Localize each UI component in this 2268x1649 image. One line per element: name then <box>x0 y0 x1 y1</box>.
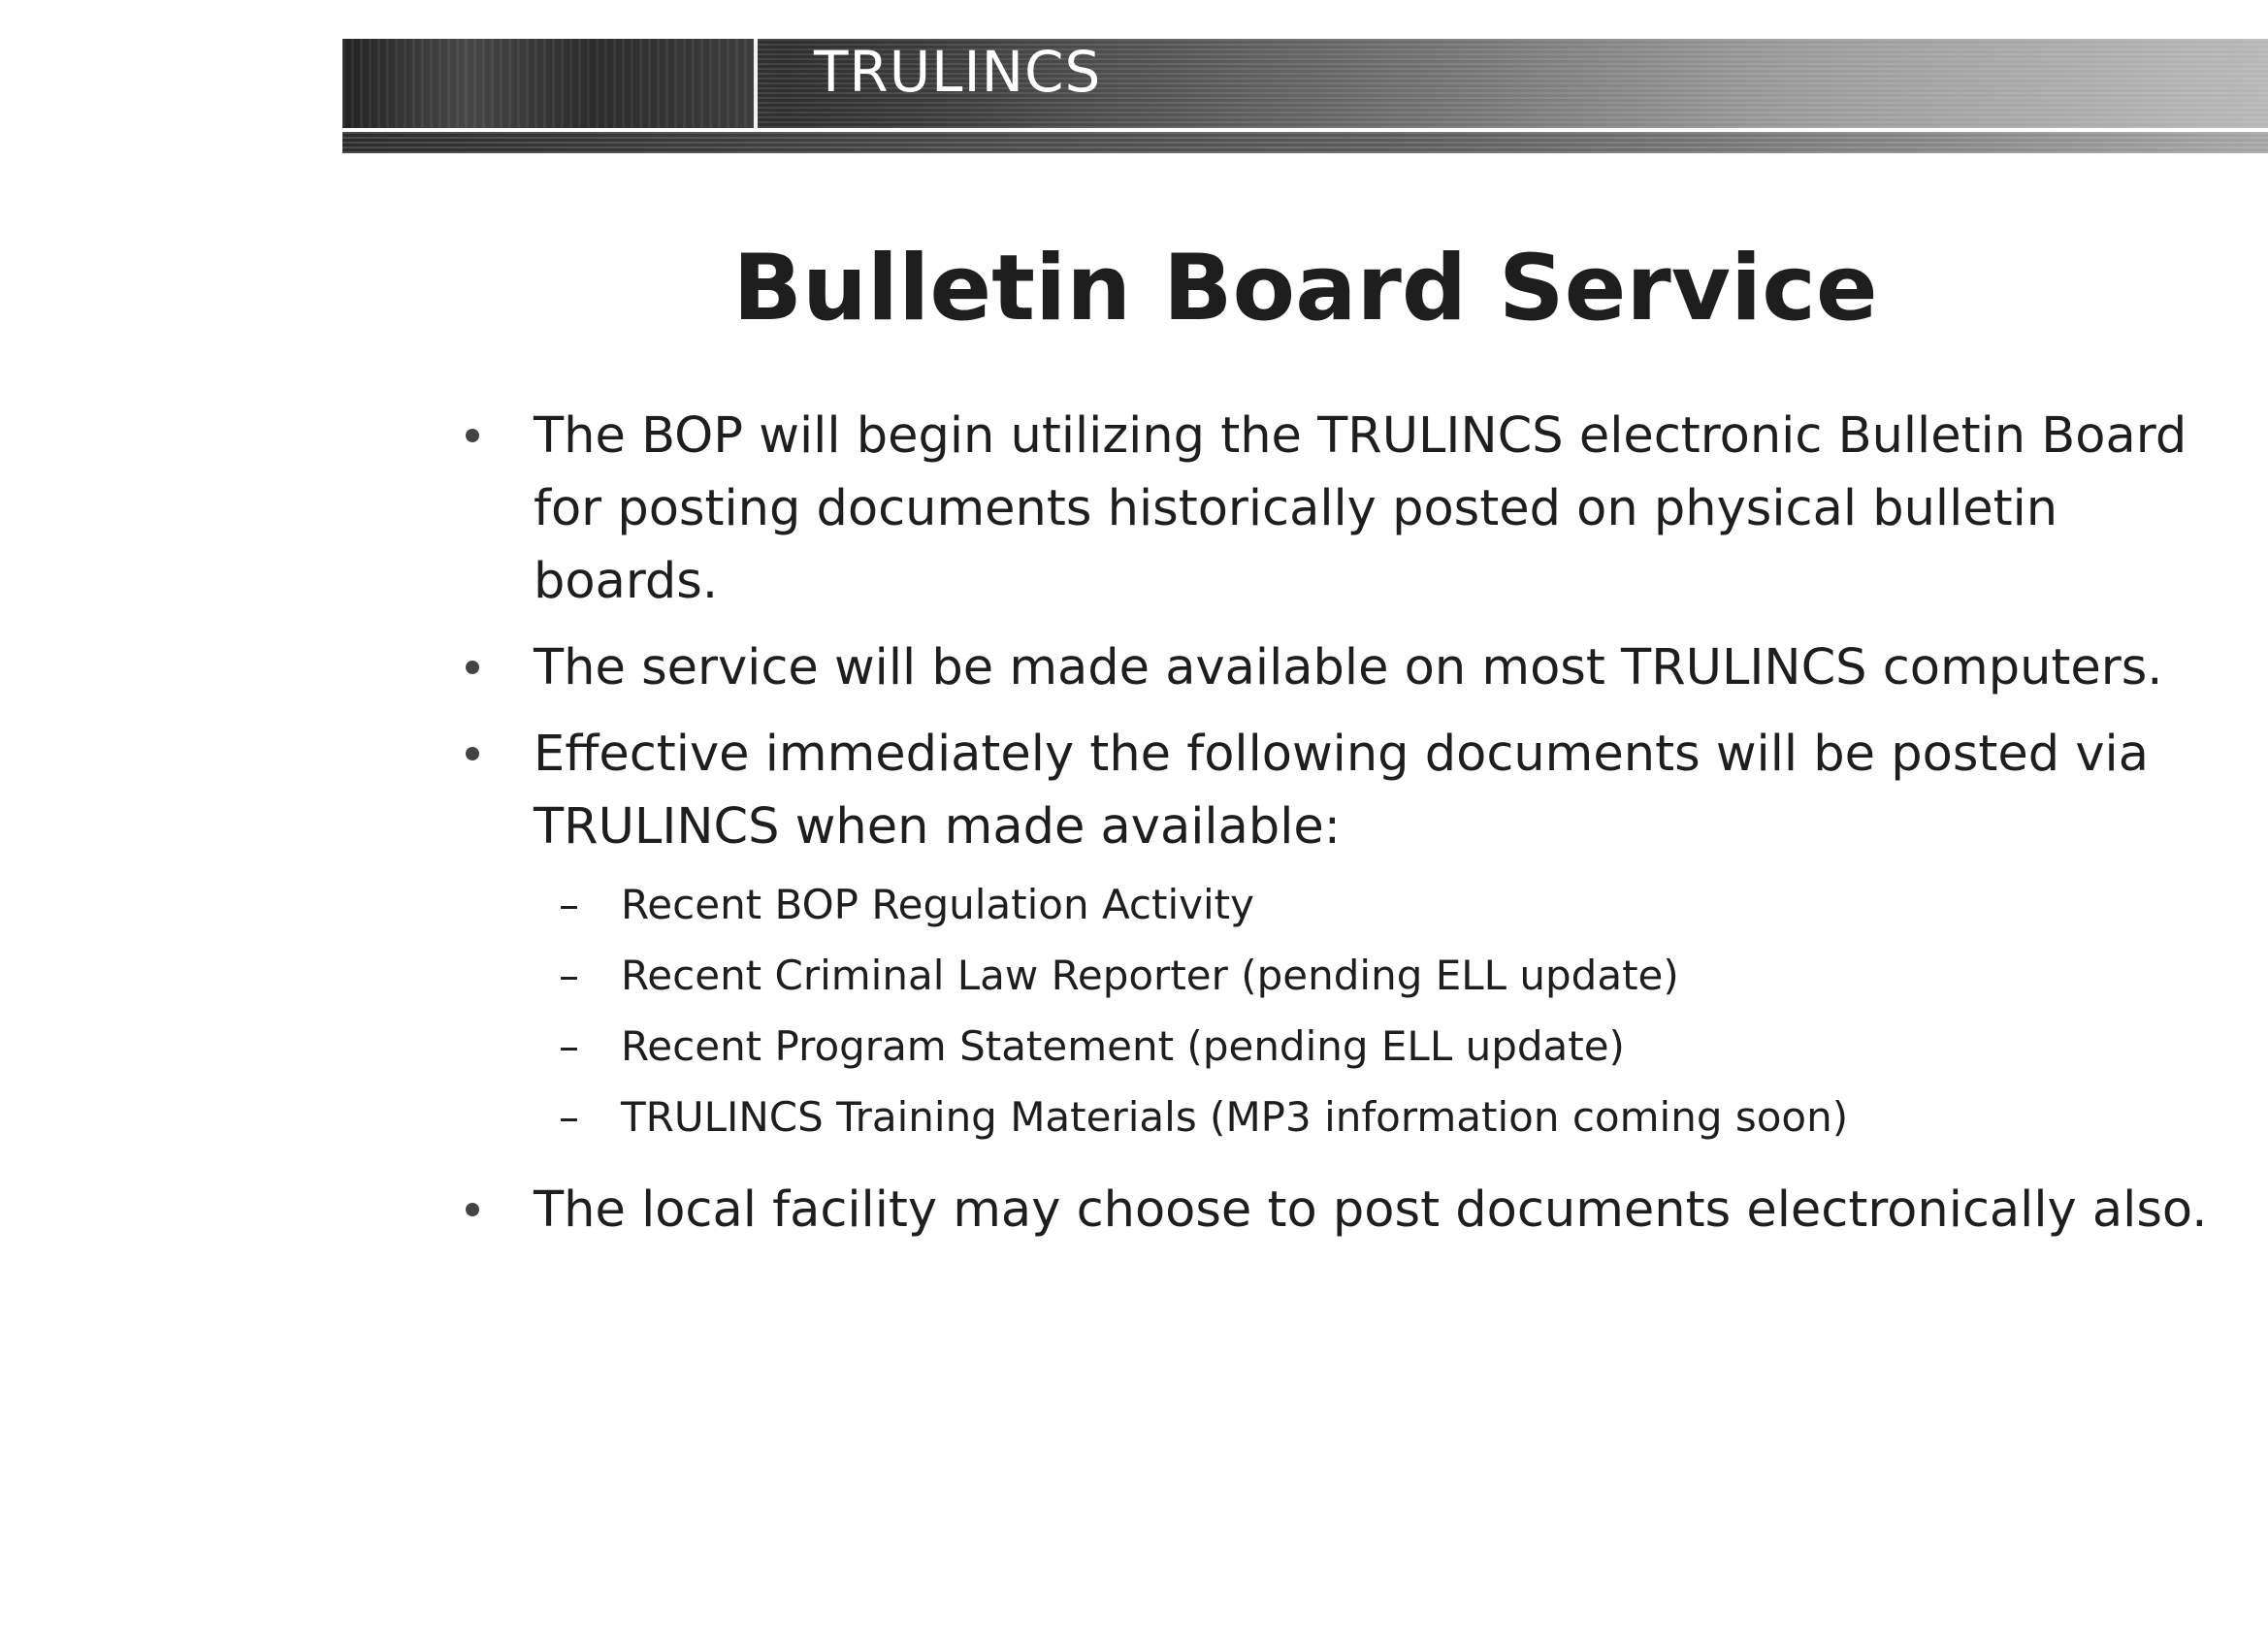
sub-bullet-text: Recent Criminal Law Reporter (pending ELL update) <box>621 952 1679 999</box>
bullet-item-3 <box>456 718 2212 863</box>
dash-icon: – <box>559 1093 579 1141</box>
sub-bullet-item <box>456 1011 2212 1082</box>
bullet-list <box>456 400 2212 1260</box>
sub-bullet-text: TRULINCS Training Materials (MP3 information coming soon) <box>621 1093 1849 1141</box>
bullet-text: The local facility may choose to post documents electronically also. <box>534 1181 2208 1239</box>
bullet-dot-icon <box>466 747 479 760</box>
banner-base-stripe <box>342 132 2268 153</box>
sub-bullet-item <box>456 940 2212 1011</box>
bullet-text: The service will be made available on most TRULINCS computers. <box>534 639 2163 696</box>
sub-bullet-item <box>456 869 2212 940</box>
dash-icon: – <box>559 1022 579 1070</box>
banner-left-block <box>342 39 754 128</box>
bullet-text: The BOP will begin utilizing the TRULINCS electronic Bulletin Board for posting documents historically posted on physical bulletin boards. <box>534 407 2187 610</box>
bullet-item-1 <box>456 400 2212 618</box>
sub-bullet-list <box>456 869 2212 1152</box>
sub-bullet-text: Recent Program Statement (pending ELL update) <box>621 1022 1625 1070</box>
slide-title: Bulletin Board Service <box>732 236 1878 341</box>
dash-icon: – <box>559 881 579 928</box>
dash-icon: – <box>559 952 579 999</box>
brand-title: TRULINCS <box>814 39 1102 105</box>
bullet-item-4 <box>456 1174 2212 1246</box>
bullet-text: Effective immediately the following documents will be posted via TRULINCS when made available: <box>534 726 2149 856</box>
sub-bullet-text: Recent BOP Regulation Activity <box>621 881 1255 928</box>
bullet-dot-icon <box>466 429 479 442</box>
banner-divider <box>754 39 758 128</box>
bullet-dot-icon <box>466 1203 479 1216</box>
bullet-item-2 <box>456 631 2212 704</box>
header-banner <box>342 39 2268 128</box>
bullet-dot-icon <box>466 661 479 674</box>
sub-bullet-item <box>456 1082 2212 1152</box>
